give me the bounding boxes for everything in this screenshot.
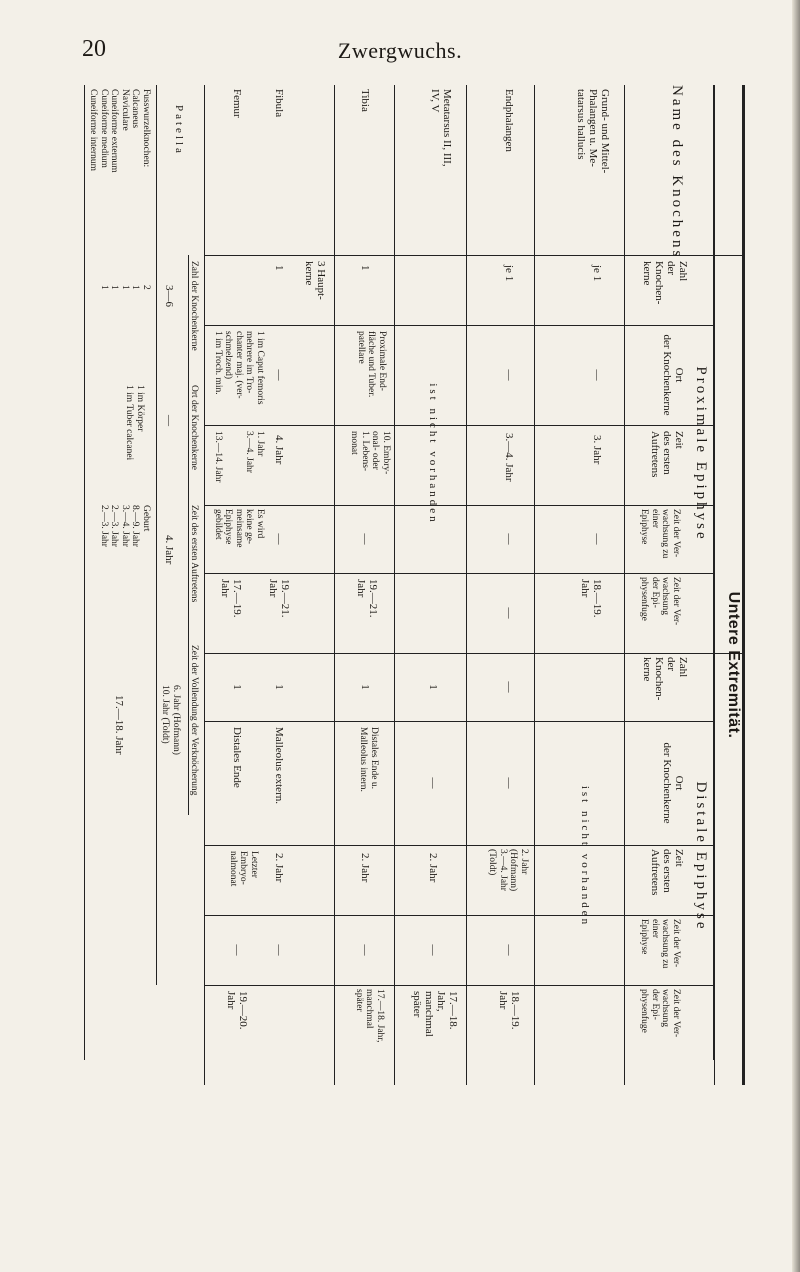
cell: ist nicht vorhanden — [579, 785, 591, 928]
h-zeit-p: Zeit des ersten Auftretens — [649, 431, 685, 478]
patella-h-vollend: Zeit der Vollendung der Verknöcherung — [189, 645, 199, 796]
cell: — — [231, 944, 243, 956]
h-zahl-d: Zahl der Knochen- kerne — [641, 657, 689, 701]
tarsus-ort: 1 im Körper 1 im Tuber calcanei — [124, 385, 145, 461]
patella-h-zeit: Zeit des ersten Auftretens — [189, 505, 199, 603]
prox-header: Proximale Epiphyse — [693, 366, 709, 542]
cell: je 1 — [503, 265, 515, 282]
cell: 2. Jahr — [359, 853, 371, 883]
patella-h-zahl: Zahl der Knochenkerne — [189, 261, 199, 351]
h-ort-p: Ort der Knochenkerne — [661, 334, 685, 416]
rotated-table — [85, 85, 742, 1085]
cell: — — [591, 369, 603, 381]
cell: Letzter Embryo- nalmonat — [228, 851, 259, 887]
row-name: Tibia — [359, 89, 371, 112]
cell: 10. Embry- onal- oder 1. Lebens- monat — [349, 431, 391, 475]
cell: — — [503, 777, 515, 789]
cell: 19.—20. Jahr — [225, 991, 249, 1030]
cell: 1 — [273, 265, 285, 271]
cell: 3. Jahr — [591, 435, 603, 465]
cell: 1 — [273, 684, 285, 690]
cell: 19.—21. Jahr — [267, 579, 291, 618]
col-name-header: Name des Knochens — [669, 85, 685, 260]
cell: — — [503, 607, 515, 619]
cell: — — [591, 533, 603, 545]
cell: 4. Jahr — [273, 435, 285, 465]
tarsus-vollend: 17.—18. Jahr — [113, 695, 125, 755]
main-header: Untere Extremität. — [725, 591, 742, 739]
cell: 18.—19. Jahr — [579, 579, 603, 618]
cell: Distales Ende u. Malleolus intern. — [358, 727, 379, 792]
page-number: 20 — [82, 36, 106, 62]
cell: 2. Jahr (Hofmann) 3.—4. Jahr (Toldt) — [487, 849, 529, 892]
row-name: Femur — [231, 89, 243, 118]
running-title: Zwergwuchs. — [337, 38, 463, 63]
h-verw1-p: Zeit der Ver- wachsung zu einer Epiphyse — [639, 509, 681, 559]
row-name: Endphalangen — [503, 89, 515, 152]
cell: 1. Jahr 3.—4. Jahr 13.—14. Jahr — [213, 431, 265, 483]
patella-ort: — — [163, 415, 175, 426]
cell: — — [503, 533, 515, 545]
patella-name: Patella — [173, 105, 185, 156]
cell: Es wird keine ge- meinsame Epiphyse gebildet — [213, 509, 265, 548]
cell: — — [503, 369, 515, 381]
cell: 1 — [231, 684, 243, 690]
cell: — — [273, 944, 285, 956]
page-edge — [792, 0, 800, 1272]
cell: — — [427, 777, 439, 789]
cell: 1 im Caput femoris mehrere im Tro- chanter maj. (ver- schmelzend) 1 im Troch. min. — [213, 331, 265, 405]
cell: 17.—18. Jahr, manchmal später — [354, 989, 385, 1043]
cell: ist nicht vorhanden — [427, 383, 439, 525]
cell: — — [359, 533, 371, 545]
cell: 1 — [359, 265, 371, 271]
cell: 2. Jahr — [273, 853, 285, 883]
row-name: Metatarsus II, III, IV, V — [429, 89, 453, 167]
cell: 19.—21. Jahr — [355, 579, 379, 618]
h-verw2-p: Zeit der Ver- wachsung der Epi- physenfuge — [639, 577, 681, 626]
cell: — — [273, 533, 285, 545]
cell: Distales Ende — [231, 727, 243, 788]
h-zeit-d: Zeit des ersten Auftretens — [649, 849, 685, 896]
h-verw2-d: Zeit der Ver- wachsung der Epi- physenfuge — [639, 989, 681, 1038]
cell: Malleolus extern. — [273, 727, 285, 804]
dist-header: Distale Epiphyse — [693, 781, 709, 932]
h-zahl-p: Zahl der Knochen- kerne — [641, 261, 689, 305]
h-ort-d: Ort der Knochenkerne — [661, 742, 685, 824]
cell: 18.—19. Jahr — [497, 991, 521, 1030]
cell: 17.—19. Jahr — [219, 579, 243, 618]
tarsus-zeit: Geburt 8.—9. Jahr 3.—4. Jahr 2.—3. Jahr 2.—3. Jahr — [99, 505, 151, 547]
h-verw1-d: Zeit der Ver- wachsung zu einer Epiphyse — [639, 919, 681, 969]
patella-vollend: 6. Jahr (Hofmann) 10. Jahr (Toldt) — [160, 685, 181, 755]
cell: — — [427, 944, 439, 956]
tarsus-name: Fusswurzelknochen: Calcaneus Naviculare Cuneiforme externum Cuneiforme medium Cuneiforme internum — [88, 89, 151, 173]
cell: — — [273, 369, 285, 381]
cell: 17.—18. Jahr, manchmal später — [411, 991, 459, 1037]
patella-zahl: 3—6 — [163, 285, 175, 307]
patella-h-ort: Ort der Knochenkerne — [189, 385, 199, 470]
cell: 1 — [427, 684, 439, 690]
cell: je 1 — [591, 265, 603, 282]
row-name: Fibula — [273, 89, 285, 118]
tarsus-zahl: 2 1 1 1 1 — [99, 285, 151, 290]
cell: — — [359, 944, 371, 956]
cell: 3 Haupt- kerne — [303, 261, 327, 300]
cell: — — [503, 681, 515, 693]
cell: 1 — [359, 684, 371, 690]
cell: — — [503, 944, 515, 956]
cell: 3.—4. Jahr — [503, 433, 515, 482]
patella-zeit: 4. Jahr — [163, 535, 175, 565]
cell: Proximale End- fläche und Tuber. patellare — [356, 331, 387, 398]
row-name: Grund- und Mittel- Phalangen u. Me- tatarsus hallucis — [575, 89, 611, 174]
cell: 2. Jahr — [427, 853, 439, 883]
